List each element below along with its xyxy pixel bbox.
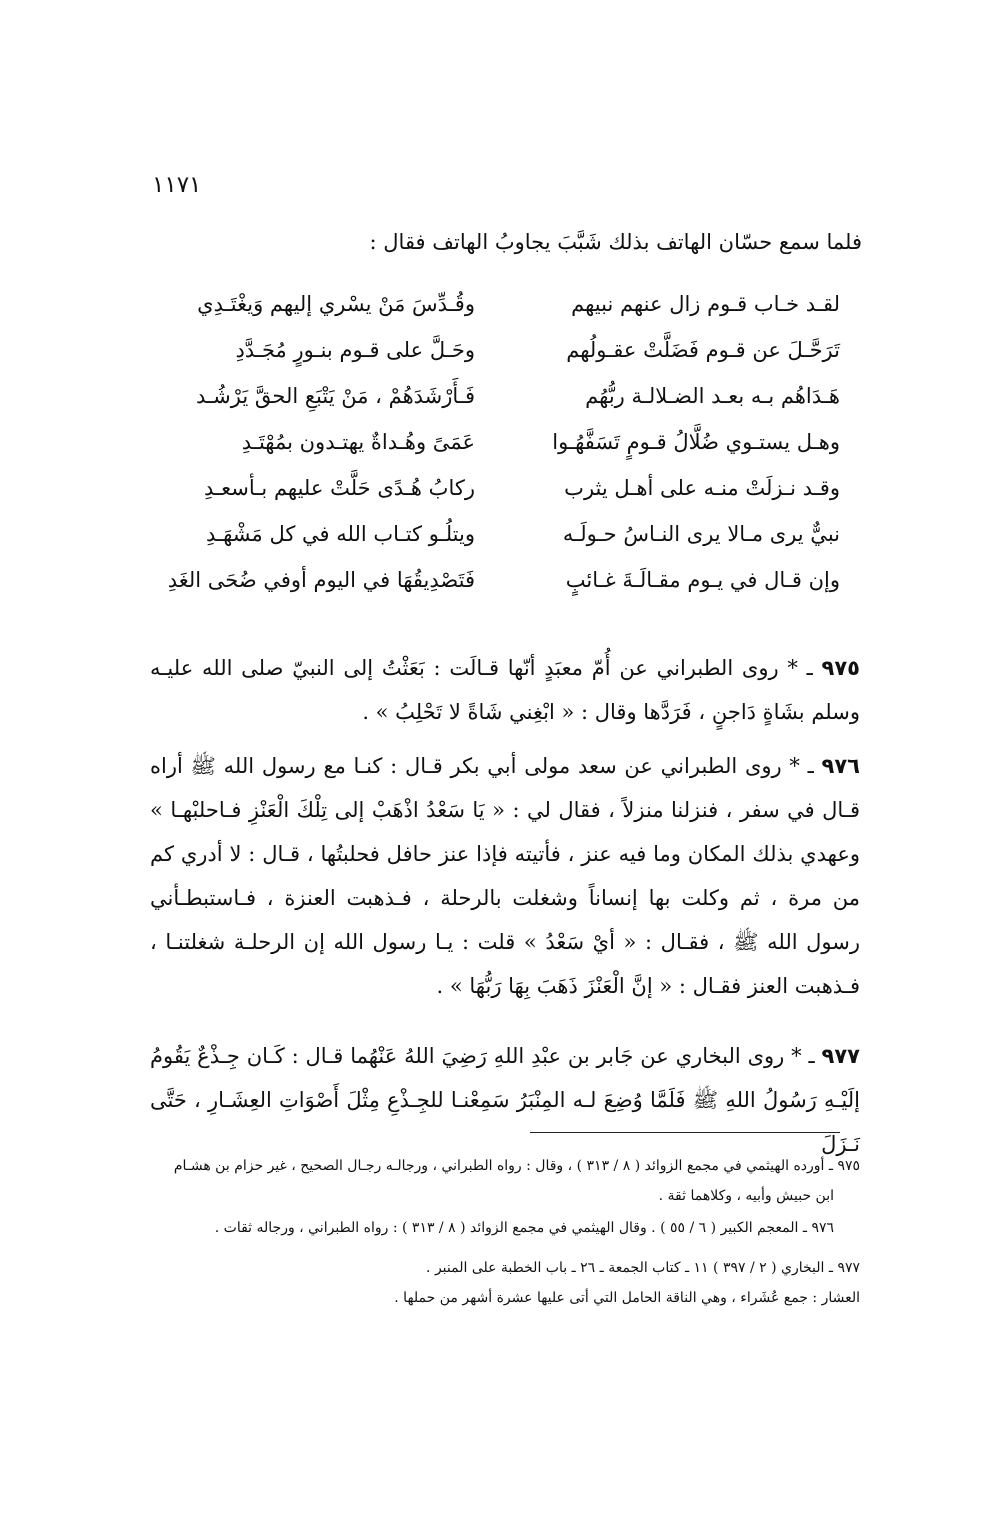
verse-6	[160, 522, 840, 568]
verse-1	[160, 292, 840, 338]
verse-2	[160, 338, 840, 384]
verse-7-first-hemistich: وإن قـال في يـوم مقـالَـةَ غـائبٍ	[565, 568, 840, 592]
verse-6-first-hemistich: نبيٌّ يرى مـالا يرى النـاسُ حـولَـه	[562, 522, 840, 546]
hadith-number: ٩٧٥	[821, 656, 860, 680]
hadith-text: ـ * روى الطبراني عن سعد مولى أبي بكر قـال : كنـا مع رسول الله ﷺ أراه قـال في سفر ، فنزلنا منزلاً ، فقال لي : « يَا سَعْدُ اذْهَبْ إلى تِلْكَ الْعَنْزِ فـاحلبْهـا » وعهدي بذلك المكان وما فيه عنز ، فأتيته فإذا عنز حافل فحلبتُها ، قـال : لا أدري كم من مرة ، ثم وكلت بها إنساناً وشغلت بالرحلة ، فـذهبت العنزة ، فـاستبطـأني رسول الله ﷺ ، فقـال : « أيْ سَعْدُ » قلت : يـا رسول الله إن الرحلـة شغلتنـا ، فـذهبت العنز فقـال : « إنَّ الْعَنْزَ ذَهَبَ بِهَا رَبُّهَا » .	[150, 754, 860, 998]
hadith-text: ـ * روى الطبراني عن أُمّ معبَدٍ أنّها قـالَت : بَعَثْتُ إلى النبيّ صلى الله عليـه وسلم بشَاةٍ دَاجنٍ ، فَرَدَّها وقال : « ابْغِني شَاةً لا تَحْلِبُ » .	[150, 656, 860, 724]
verse-5	[160, 476, 840, 522]
verse-1-first-hemistich: لقـد خـاب قـوم زال عنهم نبيهم	[571, 292, 840, 316]
footnote-glossary: العشار : جمع عُشَراء ، وهي الناقة الحامل التي أتى عليها عشرة أشهر من حملها .	[394, 1290, 860, 1306]
footnote-977: ٩٧٧ ـ البخاري ( ٢ / ٣٩٧ ) ١١ ـ كتاب الجمعة ـ ٢٦ ـ باب الخطبة على المنبر .	[426, 1260, 860, 1276]
hadith-977	[150, 1034, 860, 1166]
verse-3-first-hemistich: هَـدَاهُم بـه بعـد الضـلالـة ربُّهُم	[585, 384, 840, 408]
page-number: ١١٧١	[152, 172, 202, 198]
intro-line: فلما سمع حسّان الهاتف بذلك شَبَّبَ يجاوبُ الهاتف فقال :	[369, 230, 862, 254]
verse-7-second-hemistich: فَتَصْدِيقُهَا في اليوم أوفي ضُحَى الغَدِ	[167, 568, 475, 592]
verse-5-first-hemistich: وقـد نـزلَتْ منـه على أهـل يثرب	[564, 476, 840, 500]
verse-6-second-hemistich: ويتلُـو كتـاب الله في كل مَشْهَـدِ	[205, 522, 475, 546]
verse-7	[160, 568, 840, 614]
verse-2-first-hemistich: تَرَحَّـلَ عن قـوم فَضَلَّتْ عقـولُهم	[566, 338, 840, 362]
hadith-number: ٩٧٦	[821, 754, 860, 778]
hadith-number: ٩٧٧	[821, 1044, 860, 1068]
footnote-975-continuation: ابن حبيش وأبيه ، وكلاهما ثقة .	[658, 1188, 834, 1204]
hadith-975	[150, 646, 860, 734]
hadith-976	[150, 744, 860, 1008]
verse-4-first-hemistich: وهـل يستـوي ضُلَّالُ قـومٍ تَسَفَّهُـوا	[552, 430, 840, 454]
verse-3	[160, 384, 840, 430]
verse-1-second-hemistich: وقُـدِّسَ مَنْ يسْري إليهم وَيغْتَـدِي	[197, 292, 475, 316]
footnote-divider	[530, 1132, 840, 1133]
verse-3-second-hemistich: فَـأَرْشَدَهُمْ ، مَنْ يَتْبَعِ الحقَّ يَرْشُـد	[196, 384, 475, 408]
footnote-975: ٩٧٥ ـ أورده الهيثمي في مجمع الزوائد ( ٨ / ٣١٣ ) ، وقال : رواه الطبراني ، ورجالـه رجـال الصحيح ، غير حزام بن هشـام	[173, 1158, 860, 1174]
verse-4	[160, 430, 840, 476]
verse-2-second-hemistich: وحَـلَّ على قـوم بنـورٍ مُجَـدَّدِ	[235, 338, 475, 362]
footnote-976: ٩٧٦ ـ المعجم الكبير ( ٦ / ٥٥ ) . وقال الهيثمي في مجمع الزوائد ( ٨ / ٣١٣ ) : رواه الطبراني ، ورجاله ثقات .	[214, 1220, 834, 1236]
poem	[160, 292, 840, 612]
hadith-text: ـ * روى البخاري عن جَابر بن عبْدِ اللهِ رَضِيَ اللهُ عَنْهُما قـال : كَـان جِـذْعٌ يَقُومُ إلَيْـهِ رَسُولُ اللهِ ﷺ فَلَمَّا وُضِعَ لـه المِنْبَرُ سَمِعْنـا للجِـذْعِ مِثْلَ أَصْوَاتِ العِشَـارِ ، حَتَّى نَـزَلَ	[150, 1044, 860, 1156]
verse-4-second-hemistich: عَمَىً وهُـداةٌ يهتـدون بمُهْتَـدِ	[241, 430, 475, 454]
verse-5-second-hemistich: ركابُ هُـدًى حَلَّتْ عليهم بـأسعـدِ	[203, 476, 475, 500]
